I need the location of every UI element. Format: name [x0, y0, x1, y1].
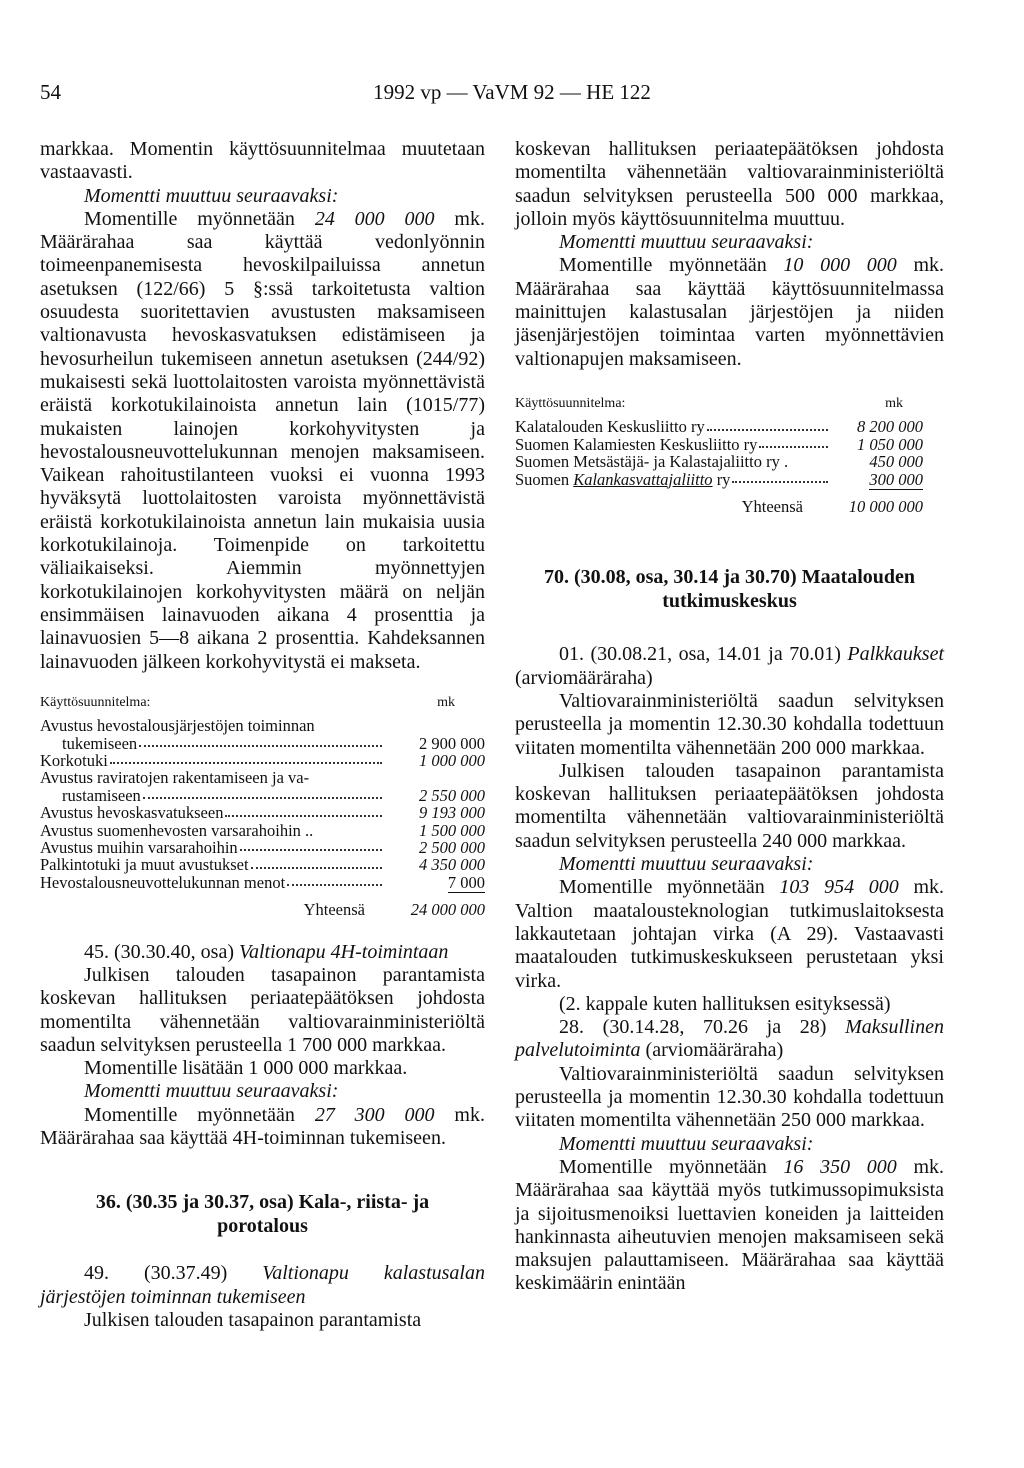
paragraph: Momentille lisätään 1 000 000 markkaa.: [84, 1057, 408, 1080]
budget-header: [515, 395, 923, 412]
paragraph: koskevan hallituksen periaatepäätöksen johdosta momentilta vähennetään valtiovarainministeriöltä saadun selvityksen perusteella 500 000 markkaa, jolloin myös käyttösuunnitelma muuttuu.: [515, 138, 944, 230]
budget-row: Avustus suomenhevosten varsarahoihin .. 1 500 000: [40, 820, 485, 840]
budget-row: Avustus muihin varsarahoihin 2 500 000: [40, 838, 485, 858]
left-column: [40, 138, 485, 1332]
budget-row-label: Avustus hevostalousjärjestöjen toiminnan: [40, 716, 315, 736]
paragraph: Valtiovarainministeriöltä saadun selvityksen perusteella ja momentin 12.30.30 kohdalla todettuun viitaten momentilta vähennetään 250 000 markkaa.: [515, 1062, 944, 1132]
budget-row: Hevostalousneuvottelukunnan menot 7 000: [40, 872, 485, 892]
budget-row: Avustus hevoskasvatukseen 9 193 000: [40, 803, 485, 823]
italic-note: Momentti muuttuu seuraavaksi:: [84, 1080, 339, 1103]
page-number: 54: [40, 80, 61, 104]
budget-row: Palkintotuki ja muut avustukset 4 350 000: [40, 855, 485, 875]
right-column: [515, 138, 944, 1296]
budget-row: rustamiseen 2 550 000: [62, 785, 485, 805]
budget-row: tukemiseen 2 900 000: [62, 733, 485, 753]
budget-unit: mk: [437, 694, 455, 710]
budget-total: Yhteensä 10 000 000: [741, 497, 923, 516]
italic-note: Momentti muuttuu seuraavaksi:: [84, 184, 339, 207]
budget-header: [40, 694, 485, 711]
paragraph: Valtiovarainministeriöltä saadun selvityksen perusteella ja momentin 12.30.30 kohdalla todettuun viitaten momentilta vähennetään 200 000 markkaa.: [515, 690, 944, 759]
paragraph: Momentille myönnetään 24 000 000 mk. Määrärahaa saa käyttää vedonlyönnin toimeenpanemisesta hevoskilpailuissa annetun asetuksen (122/66) 5 §:ssä tarkoitetusta valtion osuudesta suoritettavien avustusten maksamiseen valtionavusta hevoskasvatuksen edistämiseen ja hevosurheilun tukemiseen annetun asetuksen (244/92) mukaisesti sekä luottolaitosten varoista myönnettävistä eräistä korkotukilainoista annetun lain (1015/77) mukaisten lainojen korkohyvitysten ja hevostalousneuvottelukunnan menojen maksamiseen. Vaikean rahoitustilanteen vuoksi ei vuonna 1993 hyväksytä luottolaitosten varoista myönnettävistä eräistä korkotukilainoista annetun lain mukaisia uusia korkotukilainoja. Toimenpide on tarkoitettu väliaikaiseksi. Aiemmin myönnettyjen korkotukilainojen korkohyvitysten määrä on neljän ensimmäisen lainavuoden aikana 4 prosenttia ja lainavuosien 5—8 aikana 2 prosenttia. Kahdeksannen lainavuoden jälkeen korkohyvitystä ei makseta.: [40, 207, 485, 673]
paragraph: Momentille myönnetään 16 350 000 mk. Määrärahaa saa käyttää myös tutkimussopimuksista ja sijoitusmenoiksi luettavien koneiden ja laitteiden hankinnasta aiheutuvien menojen maksamiseen sekä maksujen palauttamiseen. Määrärahaa saa käyttää keskimäärin enintään: [515, 1155, 944, 1295]
paragraph: Momentille myönnetään 10 000 000 mk. Määrärahaa saa käyttää käyttösuunnitelmassa mainittujen kalastusalan järjestöjen ja niiden jäsenjärjestöjen toimintaa varten myönnettävien valtionapujen maksamiseen.: [515, 254, 944, 370]
section-title: 49. (30.37.49) Valtionapu kalastusalan järjestöjen toiminnan tukemiseen: [40, 1262, 485, 1308]
budget-unit: mk: [885, 395, 903, 411]
budget-total: Yhteensä 24 000 000: [303, 900, 485, 920]
italic-note: Momentti muuttuu seuraavaksi:: [559, 853, 814, 876]
paragraph: Julkisen talouden tasapainon parantamista koskevan hallituksen periaatepäätöksen johdosta momentilta vähennetään valtiovarainministeriöltä saadun selvityksen perusteella 240 000 markkaa.: [515, 759, 944, 852]
italic-note: Momentti muuttuu seuraavaksi:: [559, 1132, 814, 1155]
section-heading: 36. (30.35 ja 30.37, osa) Kala-, riista- ja porotalous: [95, 1191, 430, 1238]
budget-row: Suomen Kalamiesten Keskusliitto ry 1 050 000: [515, 434, 923, 454]
paragraph: Julkisen talouden tasapainon parantamista: [84, 1308, 422, 1331]
section-title: 28. (30.14.28, 70.26 ja 28) Maksullinen palvelutoiminta (arviomääräraha): [515, 1016, 944, 1062]
budget-heading: Käyttösuunnitelma:: [515, 395, 626, 411]
budget-row: Kalatalouden Keskusliitto ry 8 200 000: [515, 417, 923, 437]
paragraph: Momentille myönnetään 27 300 000 mk. Määrärahaa saa käyttää 4H-toiminnan tukemiseen.: [40, 1103, 485, 1150]
budget-row-label: Avustus raviratojen rakentamiseen ja va-: [40, 768, 310, 788]
italic-note: Momentti muuttuu seuraavaksi:: [559, 231, 814, 254]
budget-row: Korkotuki 1 000 000: [40, 751, 485, 771]
paragraph: Momentille myönnetään 103 954 000 mk. Valtion maatalousteknologian tutkimuslaitoksesta lakkautetaan johtajan virka (A 29). Vastaavasti maatalouden tutkimuskeskukseen perustetaan yksi virka.: [515, 876, 944, 992]
paragraph: markkaa. Momentin käyttösuunnitelmaa muutetaan vastaavasti.: [40, 138, 485, 184]
running-head: 1992 vp — VaVM 92 — HE 122: [373, 80, 651, 104]
budget-row: Suomen Metsästäjä- ja Kalastajaliitto ry . 450 000: [515, 452, 923, 472]
section-title: 45. (30.30.40, osa) Valtionapu 4H-toimintaan: [84, 940, 449, 963]
paragraph: Julkisen talouden tasapainon parantamista koskevan hallituksen periaatepäätöksen johdosta momentilta vähennetään valtiovarainministeriöltä saadun selvityksen perusteella 1 700 000 markkaa.: [40, 964, 485, 1056]
budget-table: [515, 395, 923, 515]
paragraph: (2. kappale kuten hallituksen esityksessä): [559, 992, 891, 1015]
budget-heading: Käyttösuunnitelma:: [40, 694, 151, 710]
section-heading: 70. (30.08, osa, 30.14 ja 30.70) Maatalouden tutkimuskeskus: [543, 566, 916, 613]
budget-row: Suomen Kalankasvattajaliitto ry 300 000: [515, 469, 923, 489]
section-title: 01. (30.08.21, osa, 14.01 ja 70.01) Palkkaukset (arviomääräraha): [515, 643, 944, 689]
budget-table: [40, 694, 485, 919]
